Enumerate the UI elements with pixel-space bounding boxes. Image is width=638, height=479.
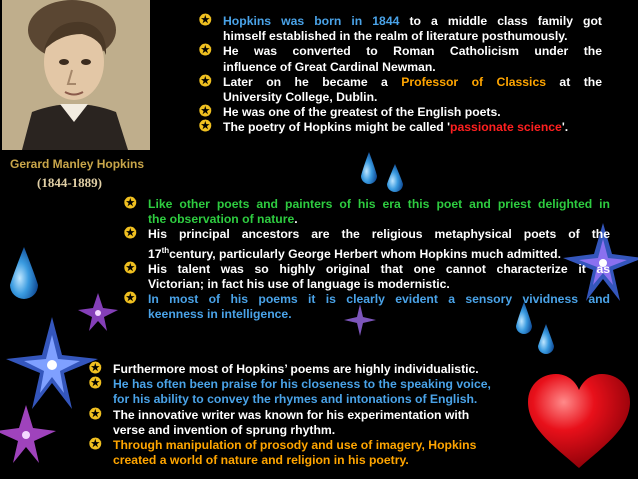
- list-item: ✪ He was one of the greatest of the English poets.: [199, 103, 501, 121]
- water-drops-top: [355, 150, 411, 195]
- star-bullet-icon: ✪: [124, 225, 137, 243]
- portrait-drawing: [2, 0, 150, 150]
- star-bullet-icon: ✪: [89, 360, 102, 377]
- list-item: ✪ He was converted to Roman Catholicism under the influence of Great Cardinal Newman.: [199, 42, 602, 74]
- star-bullet-icon: ✪: [199, 12, 212, 29]
- star-bullet-icon: ✪: [199, 42, 212, 60]
- list-item: ✪ Through manipulation of prosody and use of imagery, Hopkins created a world of nature and religion in his poetry.: [89, 436, 477, 468]
- star-bullet-icon: ✪: [124, 195, 137, 212]
- list-item: ✪ He has often been praise for his closeness to the speaking voice, for his ability to convey the rhymes and intonations of English.: [89, 375, 491, 407]
- portrait-image: [2, 0, 150, 150]
- star-bullet-icon: ✪: [199, 72, 212, 90]
- list-item: ✪ The poetry of Hopkins might be called 'passionate science'.: [199, 118, 569, 136]
- water-drop-icon: [387, 164, 403, 192]
- professor-highlight: Professor of Classics: [401, 74, 546, 89]
- list-item: ✪ Hopkins was born in 1844 to a middle class family got himself established in the realm of literature posthumously.: [199, 12, 602, 44]
- purple-flower-icon: [78, 293, 118, 331]
- star-bullet-icon: ✪: [199, 118, 212, 136]
- water-drop-icon: [538, 324, 554, 354]
- list-item: ✪ The innovative writer was known for his experimentation with verse and invention of sprung rhythm.: [89, 405, 470, 437]
- star-bullet-icon: ✪: [199, 103, 212, 121]
- list-item: ✪ Furthermore most of Hopkins’ poems are highly individualistic.: [89, 360, 479, 377]
- list-item: ✪ His talent was so highly original that one cannot characterize it as Victorian; in fact his use of language is modernistic.: [124, 259, 610, 292]
- star-bullet-icon: ✪: [124, 259, 137, 277]
- star-bullet-icon: ✪: [89, 405, 102, 423]
- list-item: ✪ His principal ancestors are the religious metaphysical poets of the 17thcentury, particularly George Herbert whom Hopkins much admitted.: [124, 225, 610, 261]
- portrait-caption-dates: (1844-1889): [37, 175, 102, 190]
- bullet-list-style: [124, 197, 610, 323]
- list-item: ✪ Like other poets and painters of his era this poet and priest delighted in the observation of nature.: [124, 195, 610, 227]
- bullet-list-legacy: [89, 362, 519, 468]
- star-bullet-icon: ✪: [89, 436, 102, 454]
- list-item: ✪ Later on he became a Professor of Classics at the University College, Dublin.: [199, 72, 602, 105]
- bullet-list-biography: [199, 14, 602, 136]
- portrait-caption-name: Gerard Manley Hopkins: [10, 157, 145, 171]
- heart-icon: [528, 374, 630, 468]
- birth-highlight: Hopkins was born in 1844: [223, 14, 400, 28]
- purple-flower-icon: [0, 405, 56, 463]
- heart-decoration: [524, 372, 634, 472]
- passionate-science-highlight: passionate science: [450, 120, 562, 135]
- star-bullet-icon: ✪: [89, 375, 102, 393]
- star-bullet-icon: ✪: [124, 290, 137, 308]
- water-drop-icon: [361, 152, 377, 184]
- blue-flower-icon: [6, 317, 98, 409]
- list-item: ✪ In most of his poems it is clearly evident a sensory vividness and keenness in intelligence.: [124, 290, 610, 322]
